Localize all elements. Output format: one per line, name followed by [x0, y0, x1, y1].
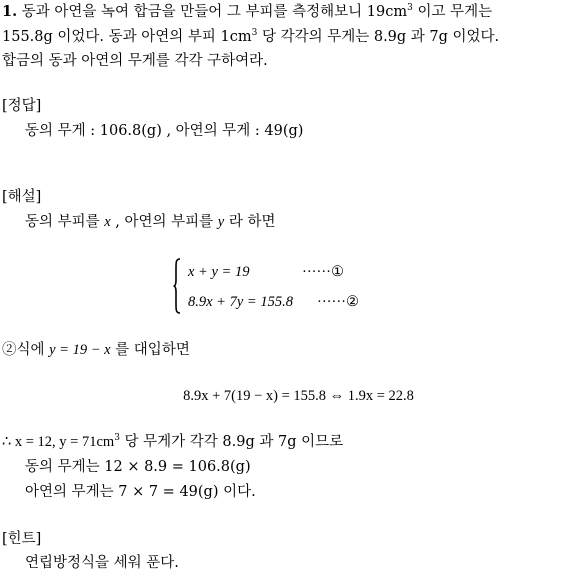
problem-text-2: 155.8g 이었다. 동과 아연의 부피 1cm: [2, 29, 252, 45]
variable-y: y: [217, 214, 225, 230]
superscript: 3: [114, 433, 120, 444]
problem-line-2: [2, 27, 499, 47]
result-text: 당 무게가 각각 8.9g 과 7g 이므로: [119, 434, 344, 450]
intro-text-c: 라 하면: [224, 214, 276, 230]
problem-text-2-tail: 당 각각의 무게는 8.9g 과 7g 이었다.: [257, 29, 500, 45]
equation-1-tag: ······①: [302, 264, 344, 280]
display-equation: 8.9x + 7(19 − x) = 155.8 ⇔ 1.9x = 22.8: [183, 388, 414, 404]
superscript: 3: [251, 28, 258, 39]
substitution-line: [2, 340, 190, 360]
problem-text-1-tail: 이고 무게는: [412, 4, 493, 20]
superscript: 3: [407, 3, 413, 14]
problem-text-1: 동과 아연을 녹여 합금을 만들어 그 부피를 측정해보니 19cm: [21, 4, 408, 20]
answer-text: 동의 무게 : 106.8(g) , 아연의 무게 : 49(g): [25, 123, 304, 139]
intro-text-b: , 아연의 부피를: [110, 214, 218, 230]
result-unit: 1cm: [89, 434, 115, 450]
equation-2-tag: ······②: [317, 294, 359, 310]
equation-2: 8.9x + 7y = 155.8: [188, 294, 293, 310]
equation-1: x + y = 19: [188, 264, 250, 280]
problem-line-3: 합금의 동과 아연의 무게를 각각 구하여라.: [2, 53, 268, 69]
problem-number: 1.: [2, 3, 18, 20]
hint-header: [힌트]: [2, 531, 42, 547]
subst-text-a: ②식에: [2, 342, 50, 358]
answer-header: [정답]: [2, 98, 42, 114]
explanation-header: [해설]: [2, 189, 42, 205]
variable-x: x: [104, 214, 111, 230]
explanation-intro: [25, 212, 275, 232]
zinc-weight: 아연의 무게는 7 × 7 = 49(g) 이다.: [25, 484, 256, 500]
hint-text: 연립방정식을 세워 푼다.: [25, 555, 179, 571]
system-brace: [173, 258, 181, 314]
copper-weight: 동의 무게는 12 × 8.9 = 106.8(g): [25, 459, 251, 475]
subst-text-b: 를 대입하면: [110, 342, 190, 358]
problem-line-1: [2, 2, 492, 22]
result-line: [2, 432, 343, 452]
subst-math: y = 19 − x: [49, 342, 111, 358]
result-math: ∴ x = 12, y = 7: [2, 434, 90, 450]
intro-text-a: 동의 부피를: [25, 214, 105, 230]
